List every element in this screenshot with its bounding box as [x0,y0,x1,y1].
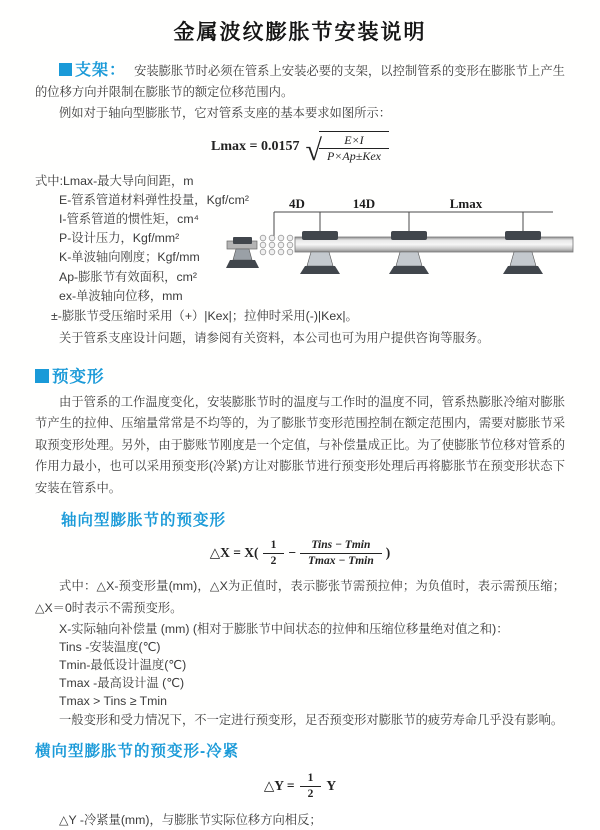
predeform-heading-text: 预变形 [52,367,105,386]
temp-definition-line: Tmax -最高设计温 (℃) [59,675,185,690]
predeform-paragraph: 由于管系的工作温度变化，安装膨胀节时的温度与工作时的温度不同，管系热膨胀冷缩对膨胀节产生的拉伸、压缩量常常是不均等的，为了膨胀节变形范围控制在额定范围内，需要对膨胀节采取预变形处理。另外，由于膨账节刚度是一个定值，与补偿量成正比。为了使膨胀节位移对管系的作用力最小，也可以采用预变形(冷紧)方让对膨胀节进行预变形处理后再将膨胀节在预变形状态下安装在管系中。 [35,394,565,495]
x-definition: X-实际轴向补偿量 (mm) (相对于膨胀节中间状态的拉伸和压缩位移量绝对值之和)： [59,622,509,637]
section-bullet-icon [35,369,49,383]
definitions-and-diagram [35,172,565,349]
axial-formula-pre: △X = X( [209,545,259,561]
sqrt-radical-icon: √ [305,133,322,167]
temperature-fraction: $\frac{\text{Tins − Tmin}}{Tmax - Tmin}$ [300,538,382,568]
predeform-section-heading [35,363,565,387]
lmax-formula [35,131,565,167]
page-title: 金属波纹膨胀节安装说明 [173,21,427,44]
lateral-subheading: 横向型膨胀节的预变形-冷紧 [35,743,240,761]
lateral-note: △Y -冷紧量(mm)，与膨胀节实际位移方向相反； [59,813,322,828]
anchor-support [226,237,259,268]
minus-operator: − [288,545,297,561]
formula-denominator: P×Ap±Kex [319,148,389,164]
temp-definition-line: Tins -安装温度(℃) [59,640,161,655]
formula-numerator: E×I [344,132,364,147]
lateral-formula-post: Y [326,778,337,794]
axial-formula-post: ) [385,545,391,561]
formula-radicand [319,131,389,164]
definition-line: E-管系管道材料弹性投量，Kgf/cm² [59,192,249,207]
temp-relation-line: Tmax > Tins ≥ Tmin [59,693,167,708]
temp-definition-line: Tmin-最低设计温度(℃) [59,657,187,672]
pipe-support [503,231,543,274]
dimension-label-14d: 14D [352,195,376,211]
half-fraction: $\frac{1}{2}$ [263,538,285,568]
definition-line: K-单波轴向刚度；Kgf/mm [59,250,200,265]
definition-line: I-管系管道的惯性矩，cm⁴ [59,211,199,226]
section-bullet-icon [59,63,72,76]
axial-formula [35,538,565,568]
support-intro-text: 安装膨胀节时必须在管系上安装必要的支架，以控制管系的变形在膨胀节上产生的位移方向并限制在膨胀节的额定位移范围内。 [35,64,565,99]
support-section-heading: 支架： [75,62,127,79]
definition-line: 式中:Lmax-最大导向间距，m [35,173,194,188]
support-example-line: 例如对于轴向型膨胀节，它对管系支座的基本要求如图所示： [59,106,392,120]
axial-explain: 式中：△X-预变形量(mm)，△X为正值时，表示膨张节需预拉伸；为负值时，表示需预压缩；△X＝0时表示不需预变形。 [35,579,565,615]
service-note: 关于管系支座设计问题，请参阅有关资料，本公司也可为用户提供咨询等服务。 [59,330,490,345]
lateral-formula-pre: △Y = [263,778,295,794]
axial-subheading: 轴向型膨胀节的预变形 [61,512,227,530]
pipe-support [300,231,340,274]
bellows-icon [260,235,293,255]
lateral-formula [35,771,565,801]
pipe-support [389,231,429,274]
dimension-label-lmax: Lmax [449,195,483,211]
half-fraction: $\frac{1}{2}$ [300,771,322,801]
formula-lhs: Lmax = 0.0157 [211,139,300,154]
dimension-label-4d: 4D [289,195,305,211]
definition-line: ex-单波轴向位移，mm [59,288,183,303]
definition-line: P-设计压力，Kgf/mm² [59,231,180,246]
plus-minus-note: ±-膨胀节受压缩时采用（+）|Kex|；拉伸时采用(-)|Kex|。 [51,308,358,323]
pipe-support-spacing-diagram [227,196,577,296]
axial-note: 一般变形和受力情况下，不一定进行预变形，足否预变形对膨胀节的疲劳寿命几乎没有影响。 [59,713,564,728]
support-intro-paragraph [35,60,565,103]
definition-line: Ap-膨胀节有效面积，cm² [59,269,197,284]
